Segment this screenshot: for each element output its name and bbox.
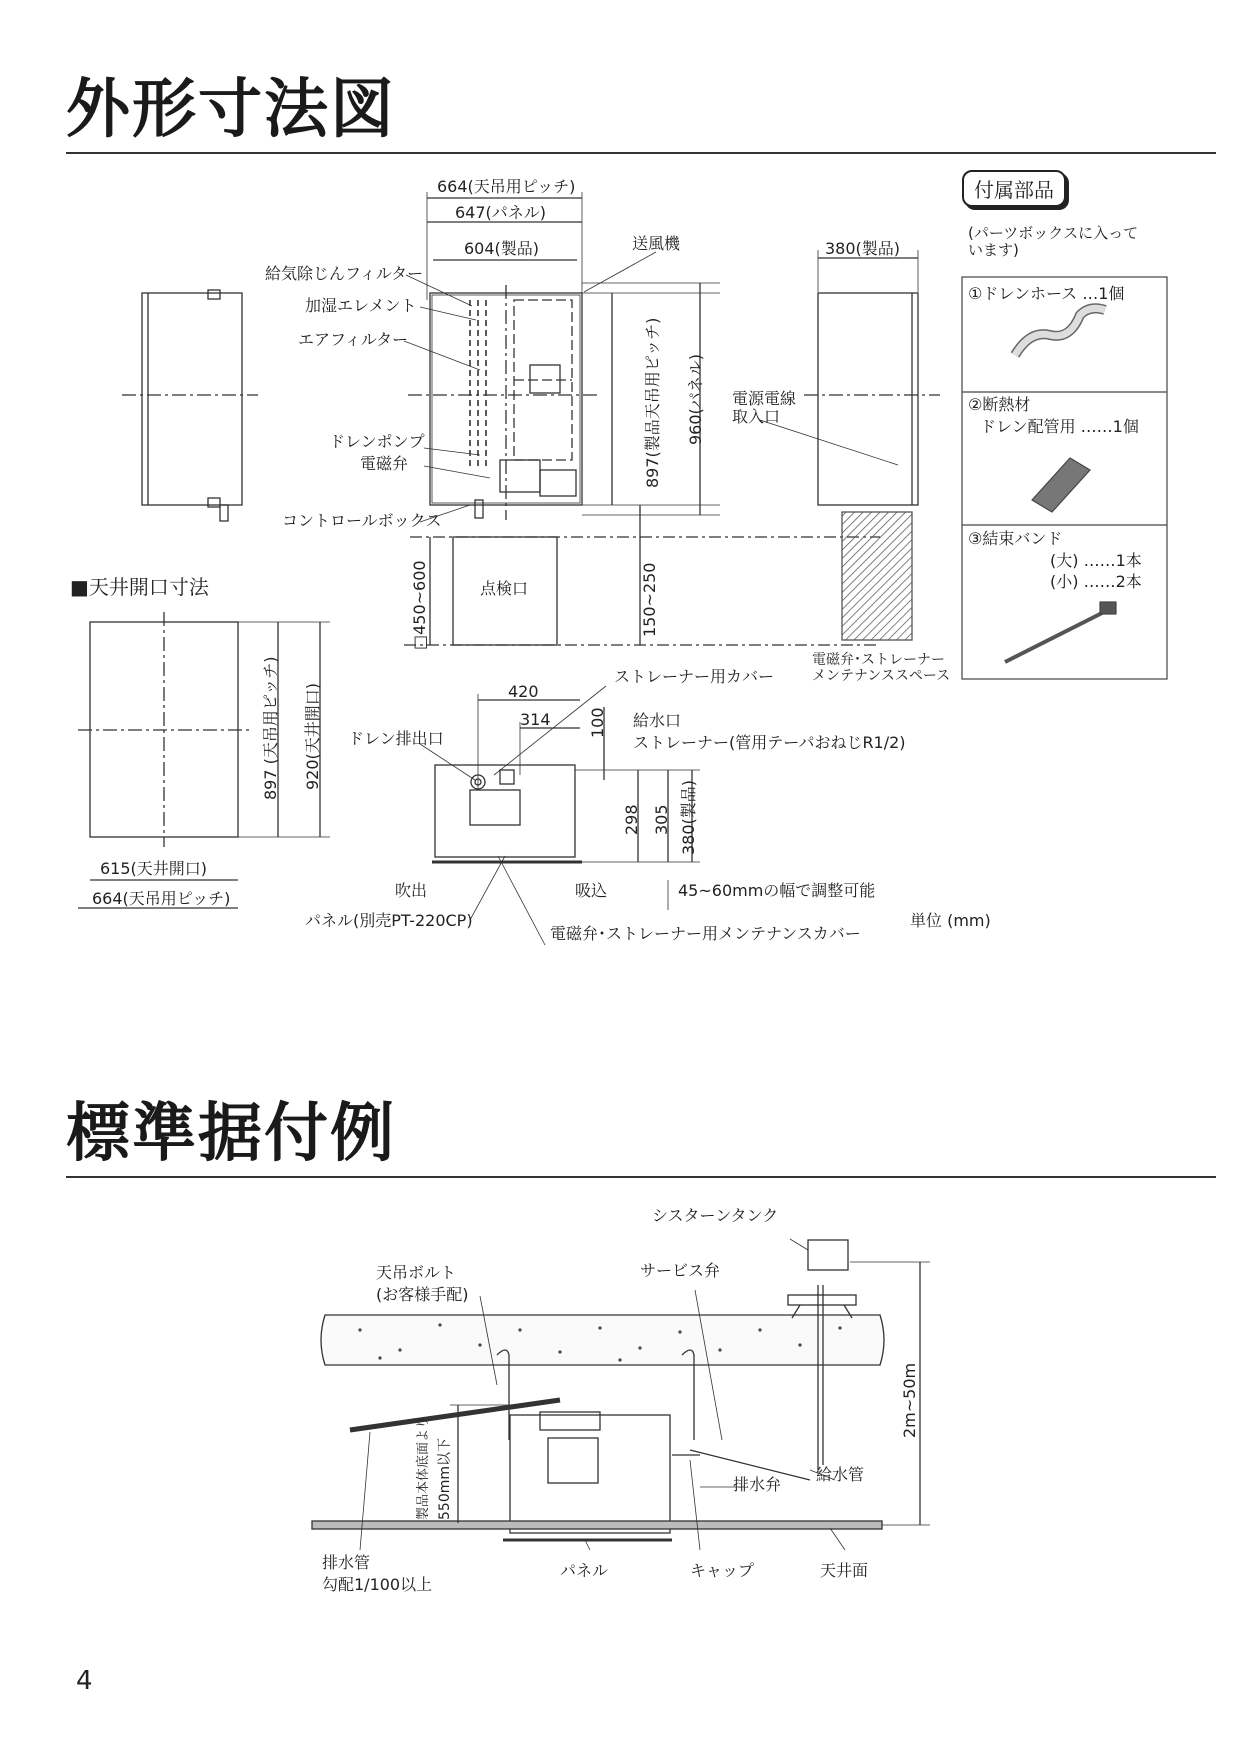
label-drain-pipe: 排水管 勾配1/100以上 xyxy=(322,1553,433,1595)
side-view-left xyxy=(142,293,242,505)
label-height: 2m~50m xyxy=(900,1362,919,1438)
accessory-item3b: (大) ……1本 xyxy=(1050,551,1142,570)
label-solenoid: 電磁弁 xyxy=(360,454,409,473)
cistern-tank xyxy=(808,1240,848,1270)
label-filter-intake: 給気除じんフィルター xyxy=(265,264,424,283)
side-view-right xyxy=(818,293,918,505)
section2-title: 標準据付例 xyxy=(66,1097,396,1171)
label-water-inlet: 給水口 xyxy=(633,711,682,730)
bottom-dim-100: 100 xyxy=(588,707,607,738)
page-number: 4 xyxy=(76,1666,93,1696)
ceiling-dim-897: 897 (天吊用ピッチ) xyxy=(261,656,280,800)
bottom-dim-298: 298 xyxy=(622,804,641,835)
accessories-note: (パーツボックスに入って います) xyxy=(968,224,1139,260)
label-bolt: 天吊ボルト (お客様手配) xyxy=(376,1263,469,1305)
accessory-item3a: ③結束バンド xyxy=(968,529,1063,548)
accessory-item2b: ドレン配管用 ……1個 xyxy=(980,417,1139,436)
bottom-view xyxy=(435,765,575,857)
bottom-dim-380: 380(製品) xyxy=(679,779,698,855)
label-service-valve: サービス弁 xyxy=(640,1261,721,1280)
label-control-box: コントロールボックス xyxy=(282,511,442,530)
ceiling-heading: ■天井開口寸法 xyxy=(70,575,209,599)
dim-960: 960(パネル) xyxy=(686,353,705,445)
dim-664: 664(天吊用ピッチ) xyxy=(437,177,576,196)
dim-150: 150~250 xyxy=(640,562,659,637)
label-drain-valve: 排水弁 xyxy=(733,1475,782,1494)
label-drain-pump: ドレンポンプ xyxy=(329,432,425,451)
concrete-slab xyxy=(321,1315,884,1365)
label-humid-element: 加湿エレメント xyxy=(305,296,417,315)
label-panel-install: パネル xyxy=(560,1561,609,1580)
dim-897: 897(製品天吊用ピッチ) xyxy=(643,317,662,488)
label-adjust: 45~60mmの幅で調整可能 xyxy=(678,881,876,900)
label-cistern: シスターンタンク xyxy=(652,1206,779,1225)
label-maint-cover: 電磁弁･ストレーナー用メンテナンスカバー xyxy=(550,924,861,943)
accessory-item1: ①ドレンホース …1個 xyxy=(968,284,1125,303)
label-outlet: 吹出 xyxy=(395,881,428,900)
accessory-item3c: (小) ……2本 xyxy=(1050,572,1142,591)
label-panel: パネル(別売PT-220CP) xyxy=(305,911,473,930)
bottom-dim-420: 420 xyxy=(508,682,539,701)
label-power-inlet: 電源電線 取入口 xyxy=(732,389,797,427)
bottom-dim-305: 305 xyxy=(652,804,671,835)
section1-title: 外形寸法図 xyxy=(66,73,396,147)
label-drain-outlet: ドレン排出口 xyxy=(348,729,444,748)
label-unit: 単位 (mm) xyxy=(910,911,991,930)
label-fan: 送風機 xyxy=(632,234,681,253)
accessories-title: 付属部品 xyxy=(962,170,1066,207)
ceiling-dim-920: 920(天井開口) xyxy=(303,682,322,790)
dim-604: 604(製品) xyxy=(464,239,540,258)
installed-unit xyxy=(510,1415,670,1533)
dim-647: 647(パネル) xyxy=(455,203,547,222)
label-air-filter: エアフィルター xyxy=(298,330,409,349)
ceiling-dim-615: 615(天井開口) xyxy=(100,859,208,878)
bottom-dim-314: 314 xyxy=(520,710,551,729)
label-supply-pipe: 給水管 xyxy=(816,1465,865,1484)
label-clearance-b: 550mm以下 xyxy=(437,1438,453,1520)
dim-380: 380(製品) xyxy=(825,239,901,258)
dim-450: □450~600 xyxy=(410,560,429,650)
label-inspection: 点検口 xyxy=(480,579,529,598)
label-strainer: ストレーナー(管用テーパおねじR1/2) xyxy=(633,733,906,752)
accessory-item2a: ②断熱材 xyxy=(968,395,1031,414)
label-strainer-cover: ストレーナー用カバー xyxy=(614,667,775,686)
label-ceiling-surface: 天井面 xyxy=(820,1561,869,1580)
label-cap: キャップ xyxy=(690,1561,755,1580)
label-clearance-a: 製品本体底面より xyxy=(416,1415,431,1520)
section2-rule xyxy=(66,1176,1216,1178)
label-intake: 吸込 xyxy=(575,881,608,900)
ceiling-dim-664: 664(天吊用ピッチ) xyxy=(92,889,231,908)
label-maint-space: 電磁弁･ストレーナー メンテナンススペース xyxy=(812,652,951,685)
